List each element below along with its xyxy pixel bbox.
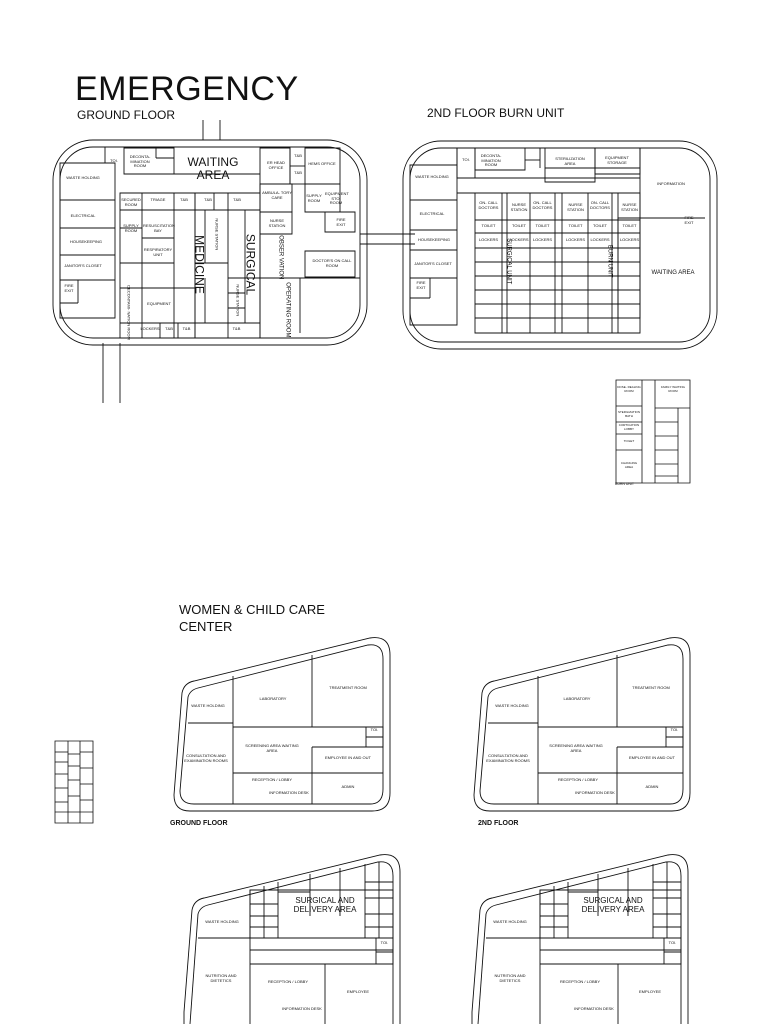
floor-stack-thumbnail — [54, 740, 94, 825]
women-child-title-line2: CENTER — [179, 619, 233, 634]
room-er-head-office: ER HEAD OFFICE — [267, 160, 285, 170]
emergency-title: EMERGENCY — [75, 70, 299, 108]
burn-decontamination: DECONTA- MINATION ROOM — [480, 153, 502, 168]
room-nurse-station-v2: NURSE STATION — [235, 284, 241, 317]
wcc-ground-information: INFORMATION DESK — [269, 790, 309, 795]
wcc-lower-1-information: INFORMATION DESK — [282, 1006, 322, 1011]
burn-information: INFORMATION — [657, 181, 685, 186]
wcc-2nd-caption: 2ND FLOOR — [478, 820, 519, 827]
room-secured: SECURED ROOM — [121, 197, 141, 207]
detail-family-waiting: FAMILY WAITING ROOM — [661, 385, 685, 393]
burn-janitors-closet: JANITOR'S CLOSET — [414, 261, 452, 266]
burn-toilet-2: TOILET — [512, 223, 526, 228]
burn-toilet-3: TOILET — [535, 223, 550, 228]
wcc-ground-toilet: TOI. — [370, 727, 379, 732]
burn-housekeeping: HOUSEKEEPING — [417, 237, 450, 242]
wcc-2nd-reception: RECEPTION / LOBBY — [557, 777, 598, 782]
wcc-2nd-information: INFORMATION DESK — [575, 790, 615, 795]
wcc-ground-employee: EMPLOYEE IN AND OUT — [324, 755, 371, 760]
room-toilet: TOI. — [110, 158, 118, 163]
room-tb-5: T&B — [233, 197, 241, 202]
room-tb-1: T&B — [294, 153, 302, 158]
room-decontam-2: DECONTAMI- NATION ROOM — [126, 285, 132, 340]
burn-on-call-doctors-1: ON- CALL DOCTORS — [478, 200, 499, 210]
wcc-lower-2-employee: EMPLOYEE — [638, 989, 661, 994]
burn-toilet-1: TOILET — [481, 223, 496, 228]
room-tb-6: T&B — [165, 326, 173, 331]
room-ambulatory-care: AMBULA- TORY CARE — [262, 190, 292, 200]
room-observation: OBSER VATION — [277, 235, 284, 280]
ground-floor-label: GROUND FLOOR — [77, 108, 176, 122]
wcc-lower-plan-2 — [468, 852, 690, 1024]
wcc-lower-2-information: INFORMATION DESK — [574, 1006, 614, 1011]
wcc-2nd-admin: ADMIN — [645, 784, 659, 789]
room-electrical: ELECTRICAL — [70, 213, 96, 218]
wcc-2nd-screening: SCREENING AREA WAITING AREA — [549, 743, 603, 753]
wcc-ground-consultation: CONSULTATION AND EXAMINATION ROOMS — [184, 753, 228, 763]
burn-on-call-doctors-2: ON- CALL DOCTORS — [532, 200, 553, 210]
wcc-lower-1-toilet: TOI. — [380, 940, 389, 945]
ground-floor-plan — [50, 118, 370, 408]
room-equipment: EQUIPMENT — [147, 301, 171, 306]
burn-toilet-5: TOILET — [593, 223, 607, 228]
room-supply: SUPPLY ROOM — [306, 193, 322, 203]
room-hems-office: HEMS OFFICE — [308, 161, 336, 166]
wcc-ground-laboratory: LABORATORY — [259, 696, 287, 701]
room-lockers: LOCKERS — [140, 326, 160, 331]
room-tb-4: T&B — [204, 197, 212, 202]
wcc-lower-1-employee: EMPLOYEE — [346, 989, 369, 994]
burn-unit-linework — [400, 138, 720, 353]
detail-caption: BURN UNIT — [615, 482, 635, 486]
wcc-2nd-waste: WASTE HOLDING — [495, 703, 529, 708]
room-medicine: MEDICINE — [192, 235, 207, 294]
wcc-2nd-employee: EMPLOYEE IN AND OUT — [628, 755, 675, 760]
wcc-ground-caption: GROUND FLOOR — [170, 820, 228, 827]
burn-lockers-4: LOCKERS — [565, 237, 586, 242]
room-waiting-area: WAITING AREA — [187, 155, 239, 182]
wcc-lower-2-nutrition: NUTRITION AND DIETETICS — [494, 973, 526, 983]
room-triage: TRIAGE — [150, 197, 166, 202]
room-fire-exit-2: FIRE EXIT — [64, 283, 74, 293]
burn-lockers-2: LOCKERS — [509, 237, 529, 242]
burn-detail-linework — [612, 378, 694, 490]
room-nurse-station: NURSE STATION — [268, 218, 286, 228]
burn-toilet-4: TOILET — [568, 223, 583, 228]
wcc-ground-waste: WASTE HOLDING — [191, 703, 225, 708]
burn-surgical-unit: SURGICAL UNIT — [505, 238, 512, 285]
detail-room-1: DOSE- REALING ROOM — [617, 385, 641, 393]
room-decontamination: DECONTA- MINATION ROOM — [129, 154, 151, 169]
burn-waste-holding: WASTE HOLDING — [415, 174, 449, 179]
burn-fire-exit-2: FIRE EXIT — [416, 280, 426, 290]
burn-nurse-station-2: NURSE STATION — [567, 202, 584, 212]
women-child-title — [179, 601, 325, 635]
wcc-lower-plan-1 — [180, 852, 402, 1024]
burn-unit-detail — [612, 378, 694, 490]
wcc-ground-reception: RECEPTION / LOBBY — [251, 777, 292, 782]
wcc-lower-1-linework — [180, 852, 402, 1024]
burn-equipment-storage: EQUIPMENT STORAGE — [605, 155, 629, 165]
wcc-lower-2-toilet: TOI. — [668, 940, 677, 945]
burn-waiting-area: WAITING AREA — [651, 270, 695, 276]
wcc-lower-1-nutrition: NUTRITION AND DIETETICS — [205, 973, 237, 983]
wcc-lower-1-surgical: SURGICAL AND DELIVERY AREA — [293, 896, 357, 914]
wcc-ground-screening: SCREENING AREA WAITING AREA — [245, 743, 299, 753]
room-resuscitation: RESUSCITATION BAY — [143, 223, 175, 233]
wcc-plan-ground — [170, 635, 392, 815]
burn-burn-unit: BURN UNIT — [606, 244, 613, 278]
wcc-ground-admin: ADMIN — [341, 784, 355, 789]
burn-toilet: TOI. — [462, 157, 470, 162]
detail-room-2: STERILIZATION BATH — [617, 410, 641, 418]
burn-lockers-3: LOCKERS — [532, 237, 553, 242]
wcc-lower-1-reception: RECEPTION / LOBBY — [267, 979, 308, 984]
burn-lockers-5: LOCKERS — [590, 237, 610, 242]
burn-unit-plan — [400, 138, 720, 353]
detail-room-4: TOILET — [623, 439, 635, 443]
burn-sterilization: STERILIZATION AREA — [555, 156, 585, 166]
wcc-2nd-treatment: TREATMENT ROOM — [632, 685, 670, 690]
room-tb-3: T&B — [180, 197, 188, 202]
room-doctors-on-call: DOCTOR'S ON CALL ROOM — [312, 258, 352, 268]
room-supply-2: SUPPLY ROOM — [123, 223, 139, 233]
women-child-title-line1: WOMEN & CHILD CARE — [179, 602, 325, 617]
room-housekeeping: HOUSEKEEPING — [69, 239, 102, 244]
burn-electrical: ELECTRICAL — [419, 211, 445, 216]
burn-fire-exit: FIRE EXIT — [684, 215, 694, 225]
detail-room-3: CORTICATION LOBBY — [618, 423, 640, 431]
room-surgical: SURGICAL — [243, 233, 258, 296]
wcc-lower-2-surgical: SURGICAL AND DELIVERY AREA — [581, 896, 645, 914]
wcc-ground-treatment: TREATMENT ROOM — [329, 685, 367, 690]
room-tb-8: T&B — [232, 326, 241, 331]
room-equipment-sto: EQUIPMENT STO. ROOM — [325, 191, 349, 206]
room-respiratory: RESPIRATORY UNIT — [143, 247, 173, 257]
room-operating: OPERATING ROOM — [284, 282, 291, 338]
wcc-lower-2-reception: RECEPTION / LOBBY — [559, 979, 600, 984]
wcc-lower-2-linework — [468, 852, 690, 1024]
room-nurse-station-v: NURSE STATION — [214, 218, 220, 251]
wcc-2nd-consultation: CONSULTATION AND EXAMINATION ROOMS — [486, 753, 530, 763]
room-waste-holding: WASTE HOLDING — [66, 175, 100, 180]
wcc-lower-2-waste: WASTE HOLDING — [493, 919, 527, 924]
wcc-2nd-laboratory: LABORATORY — [563, 696, 591, 701]
burn-nurse-station-1: NURSE STATION — [510, 202, 528, 212]
burn-on-call-doctors-3: ON- CALL DOCTORS — [590, 200, 610, 210]
room-fire-exit: FIRE EXIT — [336, 217, 346, 227]
wcc-2nd-toilet: TOI. — [670, 727, 679, 732]
burn-toilet-6: TOILET — [622, 223, 637, 228]
room-tb-7: T&B — [182, 326, 191, 331]
burn-unit-label: 2ND FLOOR BURN UNIT — [427, 106, 565, 120]
burn-lockers-1: LOCKERS — [478, 237, 499, 242]
detail-room-5: CHANGING AREA — [620, 461, 638, 469]
wcc-plan-2nd — [470, 635, 692, 815]
room-tb-2: T&B — [294, 170, 302, 175]
room-janitors-closet: JANITOR'S CLOSET — [64, 263, 102, 268]
burn-lockers-6: LOCKERS — [619, 237, 640, 242]
burn-nurse-station-3: NURSE STATION — [621, 202, 638, 212]
wcc-lower-1-waste: WASTE HOLDING — [205, 919, 239, 924]
